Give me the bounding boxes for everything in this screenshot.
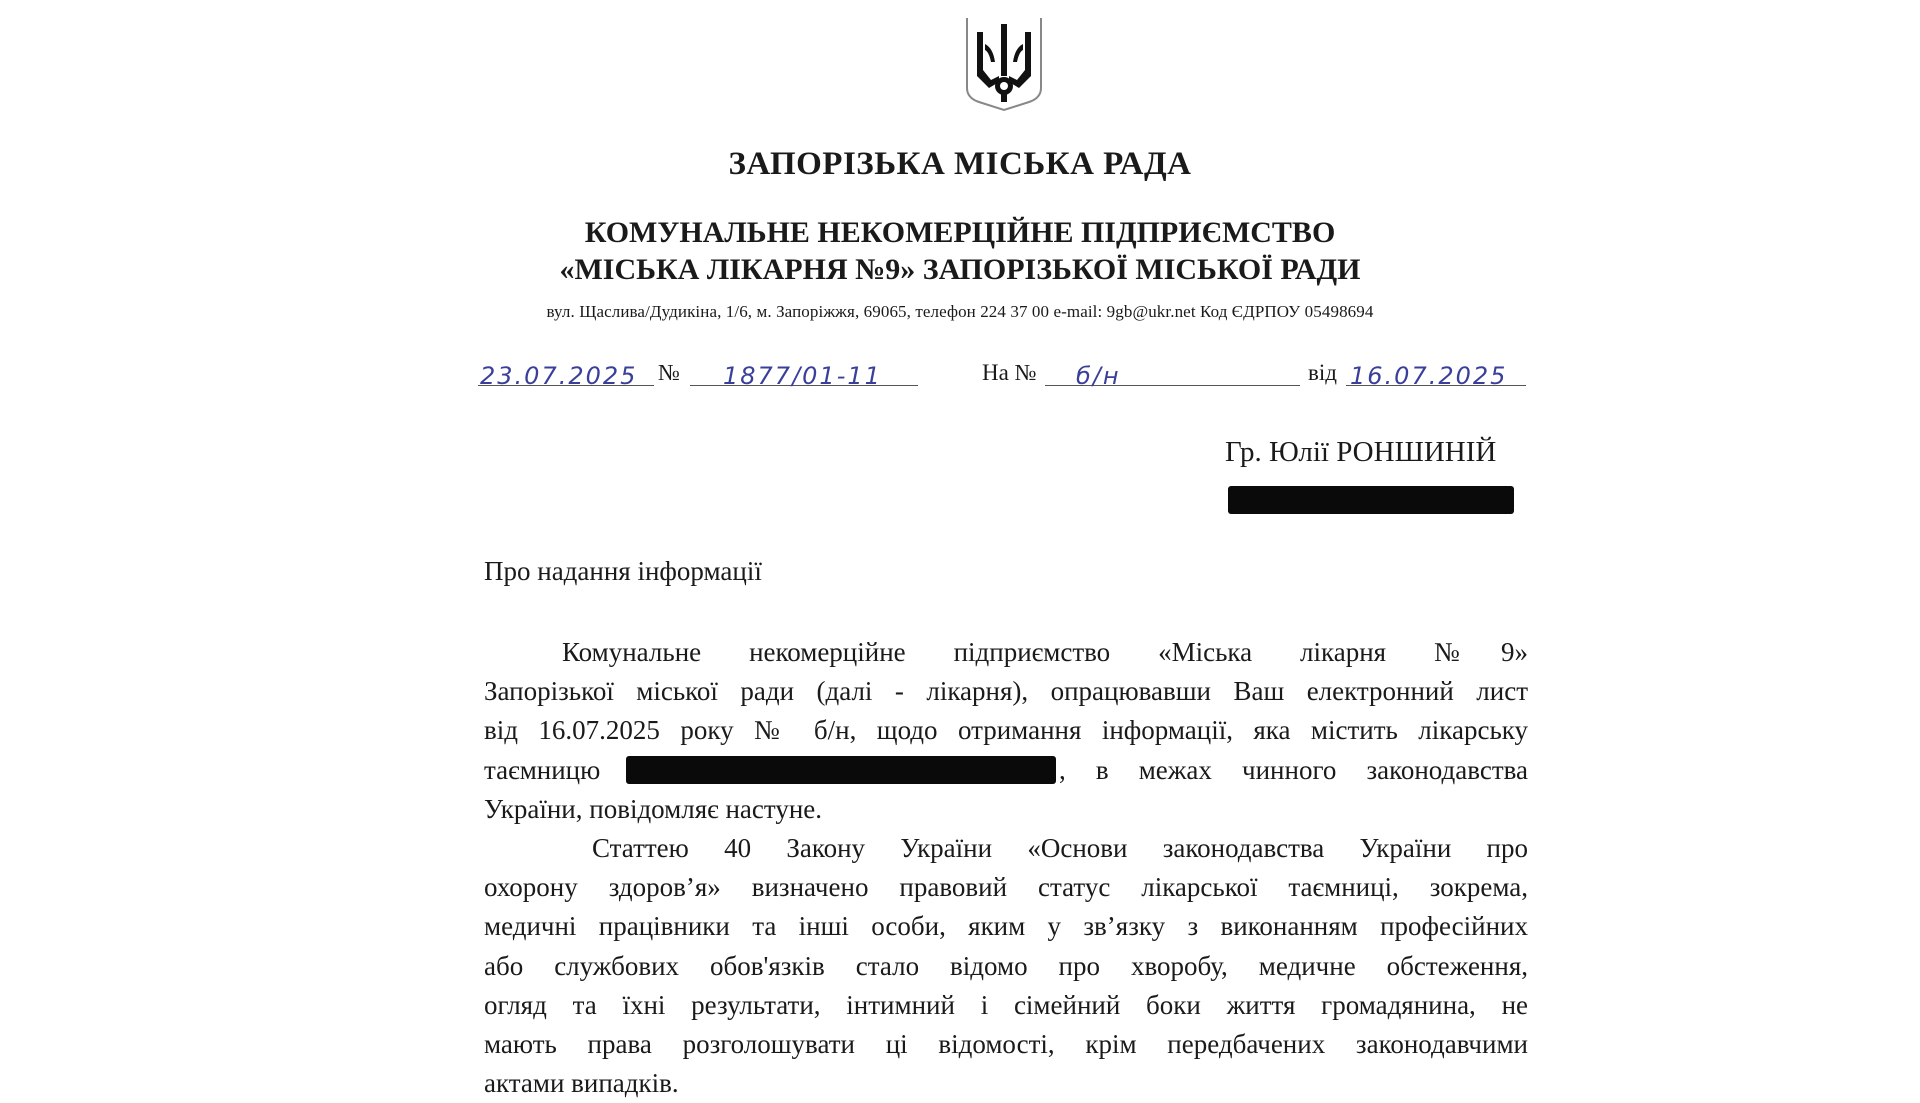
reference-line	[478, 352, 1528, 392]
paragraph-2-line-3: медичні працівники та інші особи, яким у зв’язку з виконанням професійних	[484, 911, 1528, 942]
from-label: від	[1308, 360, 1337, 385]
paragraph-1-line-5: України, повідомляє настуне.	[484, 793, 823, 824]
paragraph-1-line-4	[484, 751, 1528, 790]
paragraph-2-line-2: охорону здоров’я» визначено правовий статус лікарської таємниці, зокрема,	[484, 872, 1528, 903]
subject-line: Про надання інформації	[484, 556, 762, 586]
paragraph-1-line-4-end: , в межах чинного законодавства	[1059, 754, 1528, 785]
in-reply-number: б/н	[1076, 362, 1121, 390]
paragraph-1-line-3: від 16.07.2025 року № б/н, щодо отримання інформації, яка містить лікарську	[484, 715, 1528, 746]
council-title: ЗАПОРІЗЬКА МІСЬКА РАДА	[728, 146, 1192, 182]
paragraph-2-line-1: Статтею 40 Закону України «Основи законодавства України про	[592, 833, 1528, 863]
organization-title-line1: КОМУНАЛЬНЕ НЕКОМЕРЦІЙНЕ ПІДПРИЄМСТВО	[584, 216, 1336, 249]
paragraph-1-line-4-start: таємницю	[484, 754, 601, 785]
paragraph-2-line-4: або службових обов'язків стало відомо про хворобу, медичне обстеження,	[484, 950, 1528, 981]
organization-title	[0, 214, 1920, 288]
redacted-recipient-email	[1228, 486, 1514, 514]
paragraph-1-line-1: Комунальне некомерційне підприємство «Міська лікарня №9»	[562, 637, 1528, 667]
address-line: вул. Щаслива/Дудикіна, 1/6, м. Запоріжжя, 69065, телефон 224 37 00 e-mail: 9gb@ukr.net Код ЄДРПОУ 05498694	[546, 302, 1374, 321]
paragraph-1-line-2: Запорізької міської ради (далі - лікарня), опрацювавши Ваш електронний лист	[484, 676, 1528, 707]
recipient-name: Гр. Юлії РОНШИНІЙ	[1225, 436, 1497, 468]
outgoing-date: 23.07.2025	[480, 362, 638, 390]
paragraph-2-line-5: огляд та їхні результати, інтимний і сімейний боки життя громадянина, не	[484, 989, 1528, 1020]
in-reply-label: На №	[982, 360, 1037, 385]
organization-title-line2: «МІСЬКА ЛІКАРНЯ №9» ЗАПОРІЗЬКОЇ МІСЬКОЇ РАДИ	[559, 253, 1361, 286]
coat-of-arms-icon	[963, 14, 1045, 112]
redacted-patient-name	[626, 756, 1056, 784]
outgoing-number: 1877/01-11	[723, 362, 882, 390]
paragraph-2-line-6: мають права розголошувати ці відомості, крім передбачених законодавчими	[484, 1029, 1528, 1060]
number-label: №	[658, 360, 680, 385]
in-reply-date: 16.07.2025	[1350, 362, 1508, 390]
paragraph-1	[484, 633, 1528, 829]
paragraph-2-line-7: актами випадків.	[484, 1068, 679, 1099]
paragraph-2	[484, 829, 1528, 1103]
